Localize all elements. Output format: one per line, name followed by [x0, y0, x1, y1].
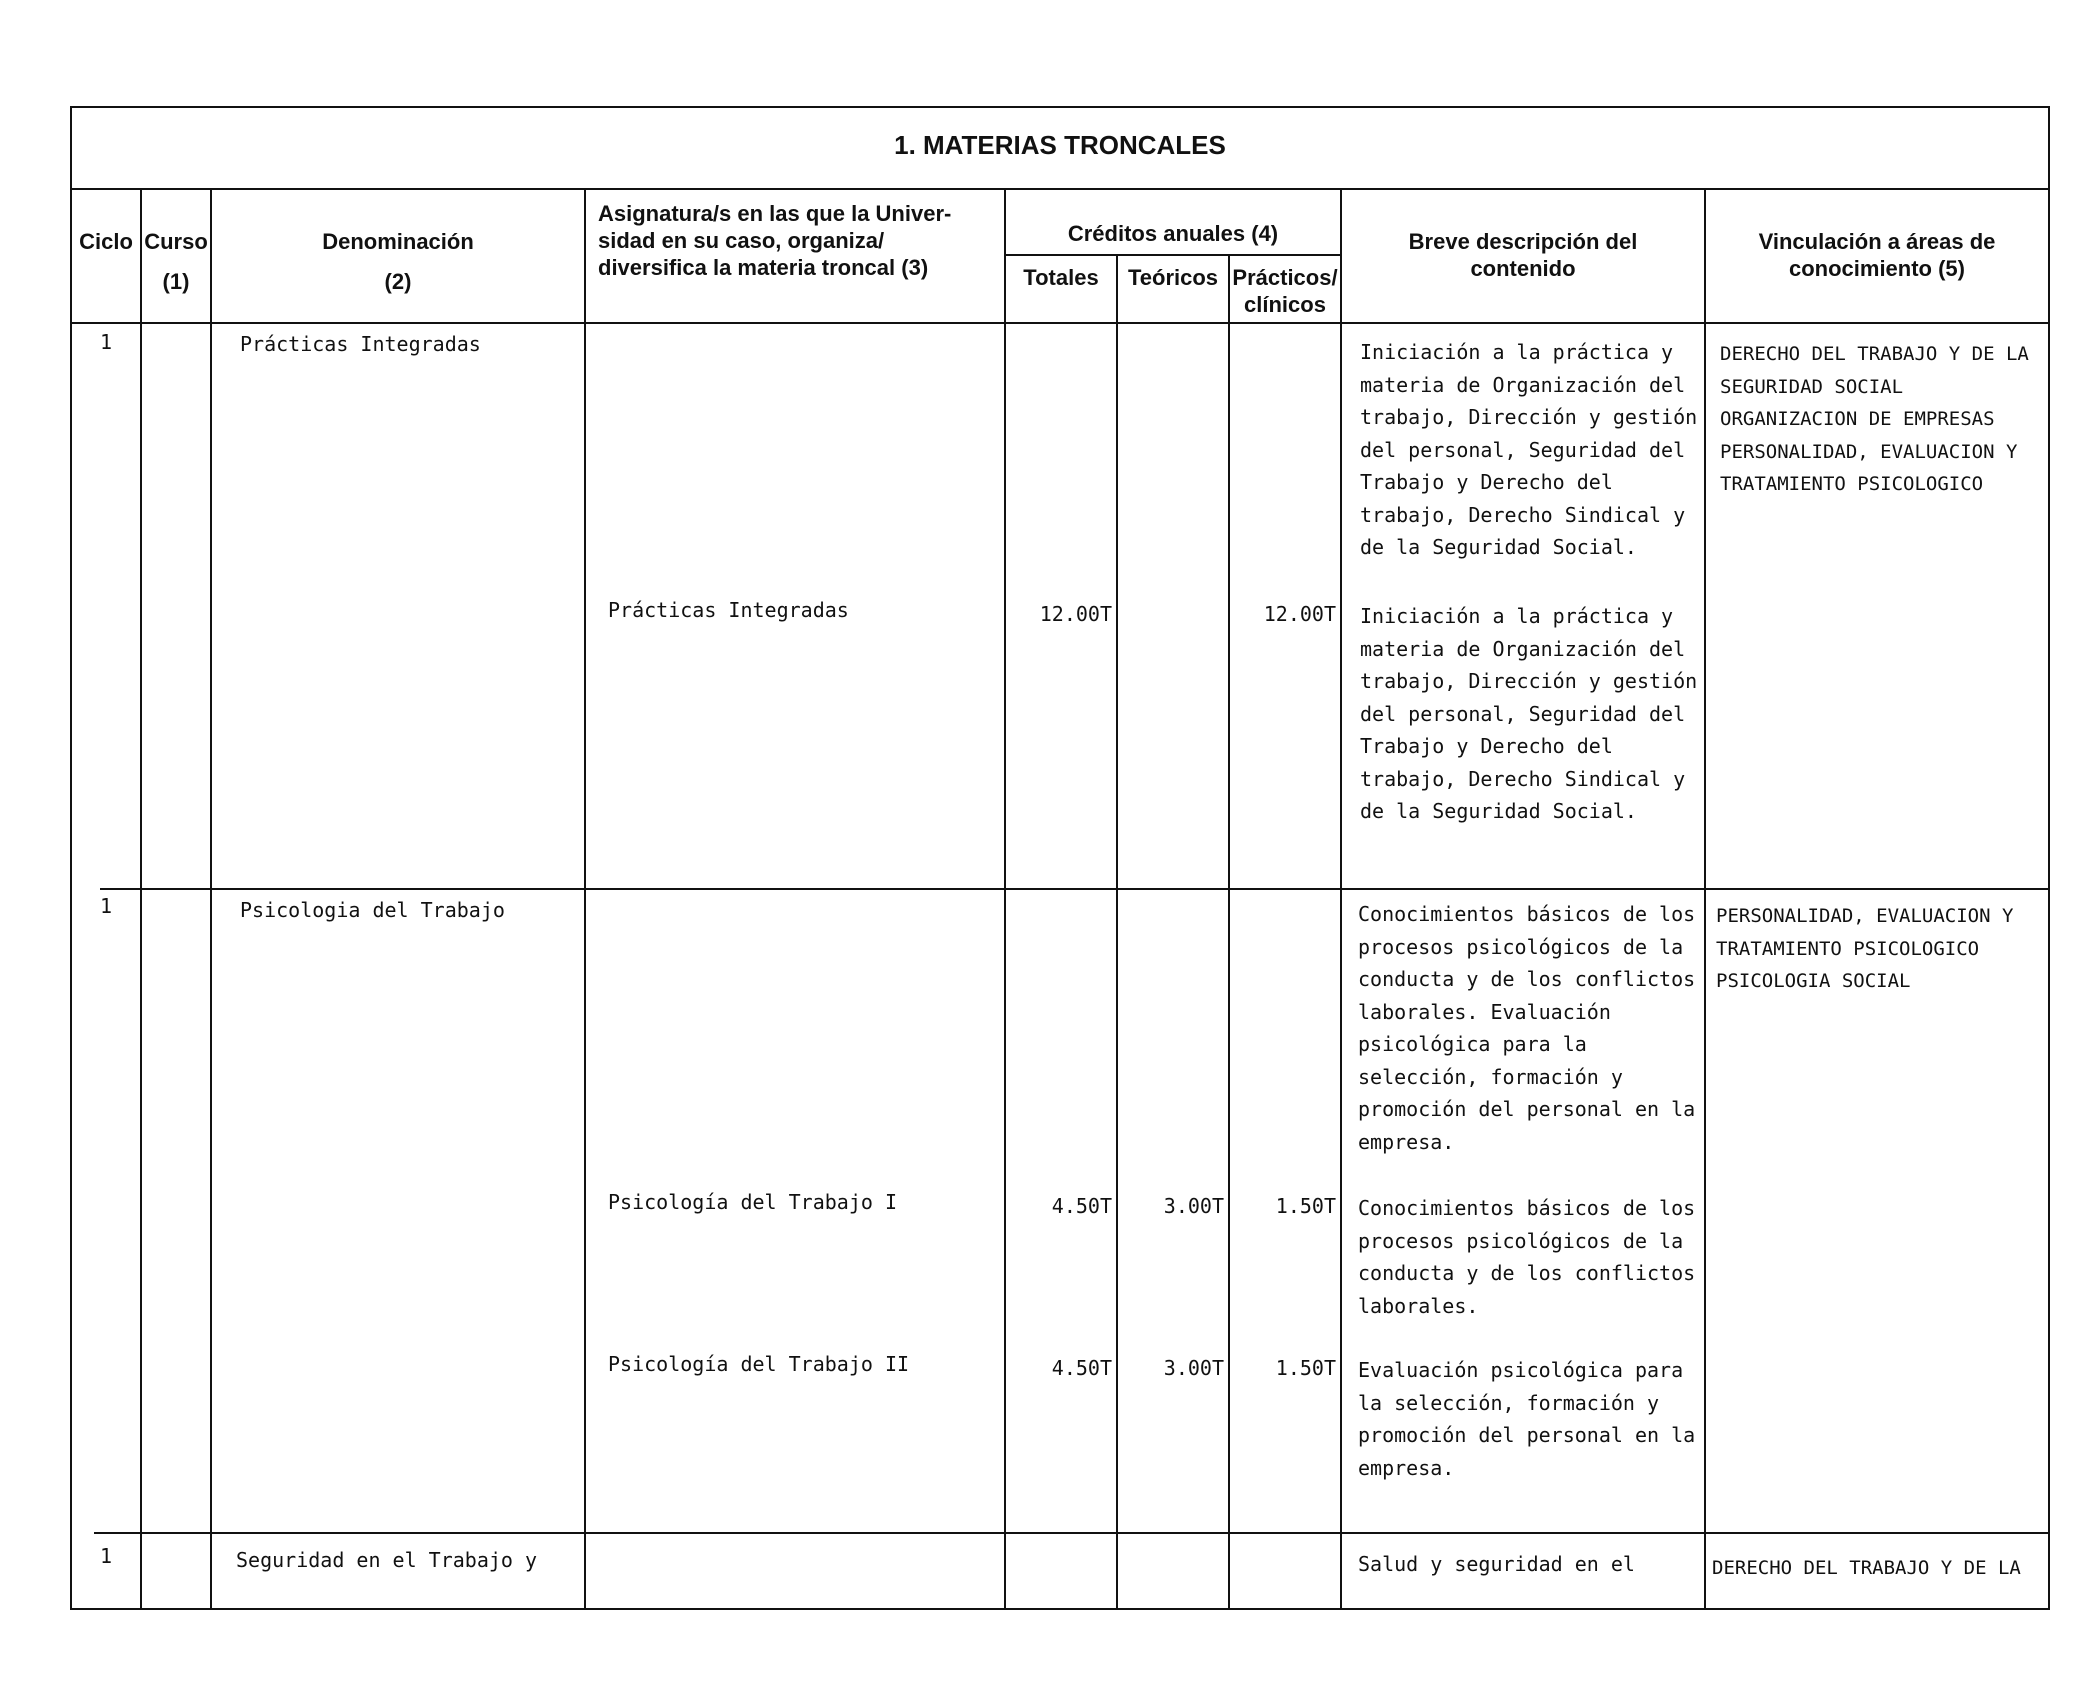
row-divider: [100, 888, 2048, 890]
asignatura-totales: 4.50T: [1051, 1356, 1112, 1380]
asignatura-nombre: Psicología del Trabajo II: [608, 1352, 910, 1376]
asignatura-practicos: 12.00T: [1263, 602, 1336, 626]
asignatura-totales: 12.00T: [1039, 602, 1112, 626]
materias-troncales-table: [70, 106, 2050, 1610]
title-divider: [72, 188, 2048, 190]
row-ciclo: 1: [99, 330, 113, 354]
row-denominacion: Prácticas Integradas: [240, 332, 481, 356]
col-divider: [1004, 188, 1006, 1608]
asignatura-practicos: 1.50T: [1275, 1194, 1336, 1218]
col-divider: [210, 188, 212, 1608]
row-descripcion: Salud y seguridad en el: [1358, 1552, 1635, 1576]
row-areas: PERSONALIDAD, EVALUACION Y TRATAMIENTO PSICOLOGICO PSICOLOGIA SOCIAL: [1716, 905, 2014, 992]
row-denominacion: Psicologia del Trabajo: [240, 898, 505, 922]
col-divider: [584, 188, 586, 1608]
header-teoricos: Teóricos: [1127, 265, 1219, 290]
row-ciclo: 1: [99, 894, 113, 918]
header-asignatura: Asignatura/s en las que la Univer- sidad en su caso, organiza/ diversifica la materia troncal (3): [598, 201, 952, 280]
table-title: 1. MATERIAS TRONCALES: [894, 130, 1226, 160]
header-curso-note: (1): [162, 269, 190, 294]
header-descripcion: Breve descripción del contenido: [1408, 229, 1638, 281]
header-denominacion: Denominación: [322, 229, 474, 254]
asignatura-practicos: 1.50T: [1275, 1356, 1336, 1380]
header-creditos: Créditos anuales (4): [1067, 221, 1279, 246]
asignatura-descripcion: Evaluación psicológica para la selección, formación y promoción del personal en la empresa.: [1358, 1358, 1696, 1480]
col-divider: [1116, 254, 1118, 1608]
header-vinculacion: Vinculación a áreas de conocimiento (5): [1758, 229, 1996, 281]
header-practicos: Prácticos/ clínicos: [1232, 265, 1338, 317]
col-divider: [1340, 188, 1342, 1608]
header-denominacion-note: (2): [384, 269, 412, 294]
header-curso: Curso: [144, 229, 208, 254]
header-ciclo: Ciclo: [79, 229, 133, 254]
col-divider: [1704, 188, 1706, 1608]
asignatura-teoricos: 3.00T: [1163, 1356, 1224, 1380]
asignatura-nombre: Psicología del Trabajo I: [608, 1190, 897, 1214]
row-divider: [94, 1532, 2048, 1534]
row-areas: DERECHO DEL TRABAJO Y DE LA: [1712, 1557, 2021, 1579]
col-divider: [140, 188, 142, 1608]
asignatura-teoricos: 3.00T: [1163, 1194, 1224, 1218]
creditos-subheader-divider: [1004, 254, 1342, 256]
row-denominacion: Seguridad en el Trabajo y: [236, 1548, 538, 1572]
row-areas: DERECHO DEL TRABAJO Y DE LA SEGURIDAD SOCIAL ORGANIZACION DE EMPRESAS PERSONALIDAD, EVALUACION Y TRATAMIENTO PSICOLOGICO: [1720, 343, 2029, 495]
header-totales: Totales: [1023, 265, 1099, 290]
asignatura-nombre: Prácticas Integradas: [608, 598, 849, 622]
asignatura-descripcion: Conocimientos básicos de los procesos psicológicos de la conducta y de los conflictos laborales.: [1358, 1196, 1696, 1318]
asignatura-totales: 4.50T: [1051, 1194, 1112, 1218]
row-ciclo: 1: [99, 1544, 113, 1568]
row-descripcion: Conocimientos básicos de los procesos psicológicos de la conducta y de los conflictos laborales. Evaluación psicológica para la selección, formación y promoción del personal en la empresa.: [1358, 902, 1696, 1154]
header-bottom-divider: [72, 322, 2048, 324]
col-divider: [1228, 254, 1230, 1608]
row-descripcion: Iniciación a la práctica y materia de Organización del trabajo, Dirección y gestión del personal, Seguridad del Trabajo y Derecho del trabajo, Derecho Sindical y de la Seguridad Social.: [1360, 340, 1698, 559]
asignatura-descripcion: Iniciación a la práctica y materia de Organización del trabajo, Dirección y gestión del personal, Seguridad del Trabajo y Derecho del trabajo, Derecho Sindical y de la Seguridad Social.: [1360, 604, 1698, 823]
